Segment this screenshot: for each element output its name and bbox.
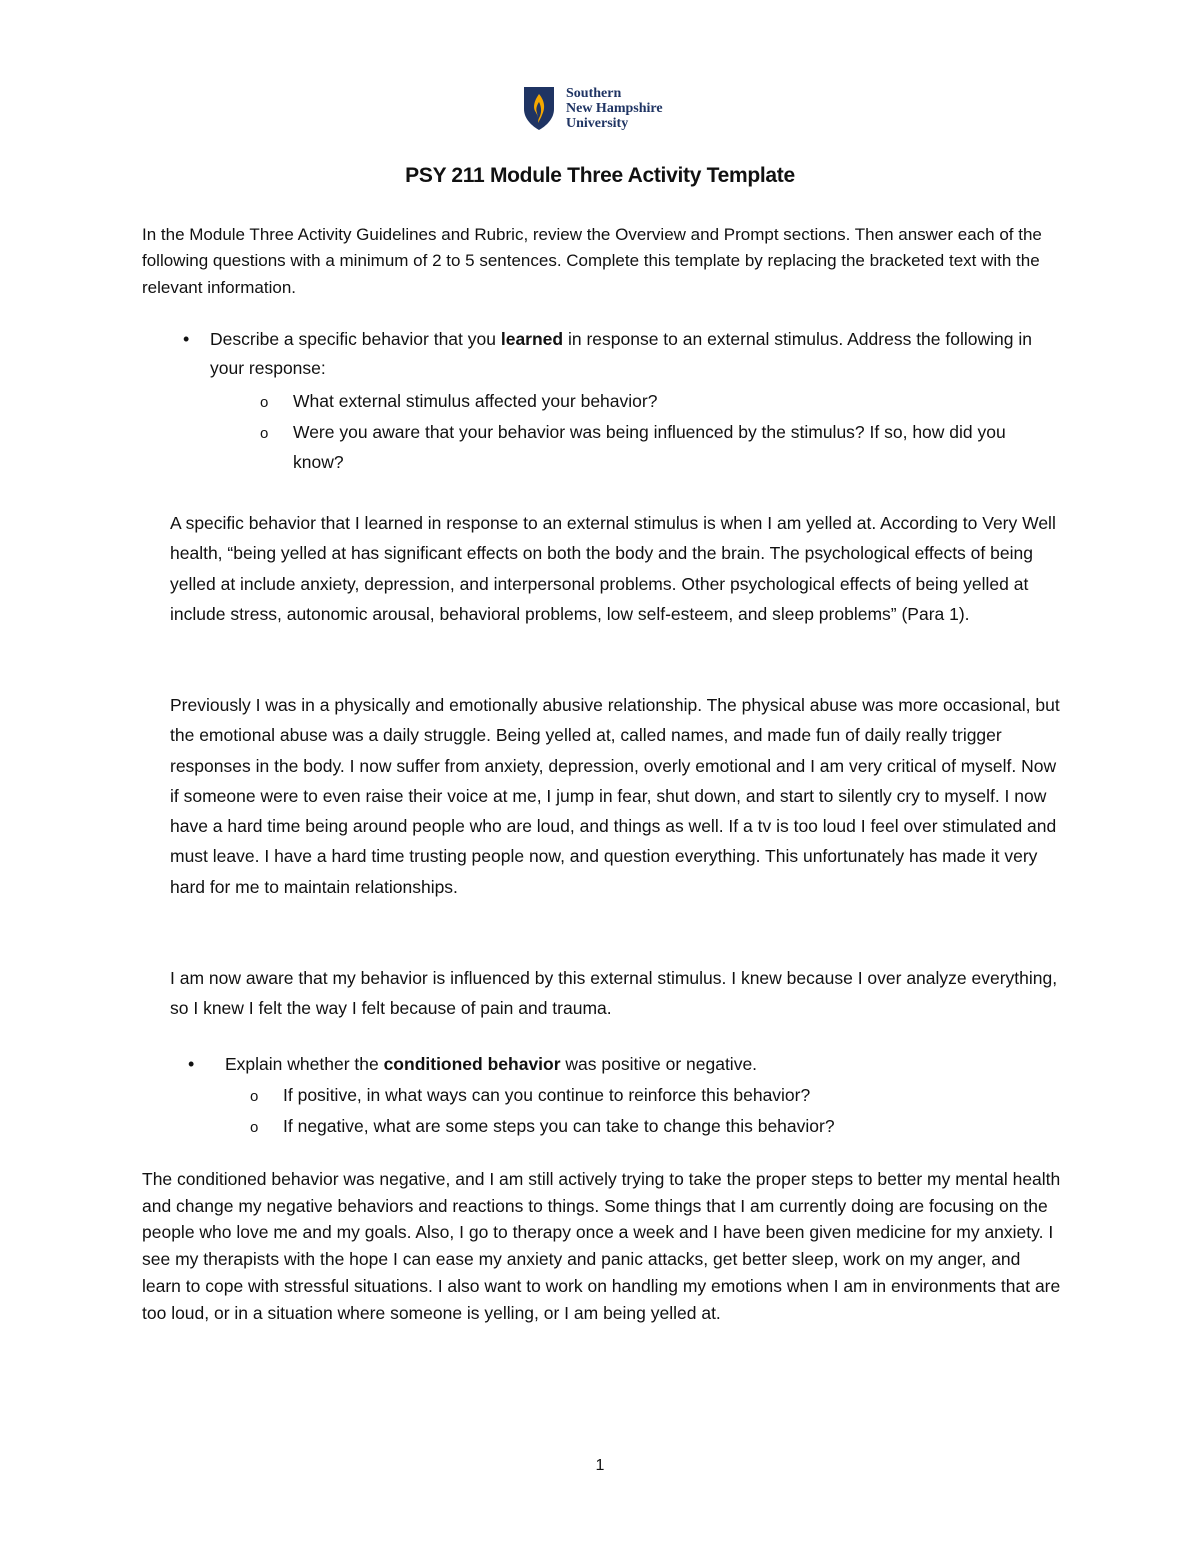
bullet-dot-icon: • — [188, 1054, 195, 1074]
snhu-logo — [522, 85, 663, 131]
logo-line-1: Southern — [566, 85, 622, 101]
bullet-2-text-after: was positive or negative. — [560, 1054, 758, 1074]
logo-wordmark — [566, 86, 663, 131]
shield-flame-icon — [522, 85, 556, 131]
sub-item-4 — [250, 1111, 1043, 1141]
document-title: PSY 211 Module Three Activity Template — [405, 164, 795, 187]
circle-bullet-icon: o — [260, 394, 269, 411]
bullet-2-bold: conditioned behavior — [383, 1054, 561, 1074]
final-paragraph: The conditioned behavior was negative, and I am still actively trying to take the proper steps to better my mental health and change my negative behaviors and reactions to things. Some things that I am currently doing are focusing on the people who love me and my goals. Also, I go to therapy once a week and I have been given medicine for my anxiety. I see my therapists with the hope I can ease my anxiety and panic attacks, get better sleep, work on my anger, and learn to cope with stressful situations. I also want to work on handling my emotions when I am in environments that are too loud, or in a situation where someone is yelling, or I am being yelled at. — [142, 1169, 1061, 1323]
logo-line-3: University — [566, 115, 629, 131]
sub-item-3-text: If positive, in what ways can you continue to reinforce this behavior? — [283, 1085, 811, 1105]
answer-paragraph-1: A specific behavior that I learned in response to an external stimulus is when I am yelled at. According to Very Well health, “being yelled at has significant effects on both the body and the brain. The psychological effects of being yelled at include anxiety, depression, and interpersonal problems. Other psychological effects of being yelled at include stress, autonomic arousal, behavioral problems, low self-esteem, and sleep problems” (Para 1). — [170, 513, 1056, 624]
circle-bullet-icon: o — [250, 1119, 259, 1136]
intro-paragraph: In the Module Three Activity Guidelines and Rubric, review the Overview and Prompt sections. Then answer each of the following questions with a minimum of 2 to 5 sentences. Complete this template by replacing the bracketed text with the relevant information. — [142, 225, 1042, 297]
logo-line-2: New Hampshire — [566, 100, 663, 116]
bullet-1-text-before: Describe a specific behavior that you — [210, 329, 501, 349]
sub-item-2 — [260, 417, 1053, 477]
sub-item-1 — [260, 386, 1053, 416]
page-number: 1 — [595, 1457, 605, 1474]
bullet-item-2 — [188, 1050, 1055, 1079]
bullet-1-bold: learned — [500, 329, 564, 349]
sub-item-1-text: What external stimulus affected your behavior? — [293, 391, 658, 411]
answer-paragraph-2: Previously I was in a physically and emotionally abusive relationship. The physical abuse was more occasional, but the emotional abuse was a daily struggle. Being yelled at, called names, and made fun of daily really trigger responses in the body. I now suffer from anxiety, depression, overly emotional and I am very critical of myself. Now if someone were to even raise their voice at me, I jump in fear, shut down, and start to silently cry to myself. I now have a hard time being around people who are loud, and things as well. If a tv is too loud I feel over stimulated and must leave. I have a hard time trusting people now, and question everything. This unfortunately has made it very hard for me to maintain relationships. — [170, 695, 1060, 897]
sub-item-4-text: If negative, what are some steps you can take to change this behavior? — [283, 1116, 835, 1136]
sub-item-3 — [250, 1080, 1043, 1110]
bullet-2-text-before: Explain whether the — [225, 1054, 384, 1074]
circle-bullet-icon: o — [260, 425, 269, 442]
bullet-1-text-after: in response to an external stimulus. Address the following in your response: — [210, 329, 1032, 378]
circle-bullet-icon: o — [250, 1088, 259, 1105]
bullet-dot-icon: • — [183, 329, 190, 349]
sub-item-2-text: Were you aware that your behavior was being influenced by the stimulus? If so, how did you know? — [293, 422, 1006, 472]
bullet-item-1 — [183, 325, 1060, 383]
answer-paragraph-3: I am now aware that my behavior is influenced by this external stimulus. I knew because I over analyze everything, so I knew I felt the way I felt because of pain and trauma. — [170, 968, 1058, 1019]
